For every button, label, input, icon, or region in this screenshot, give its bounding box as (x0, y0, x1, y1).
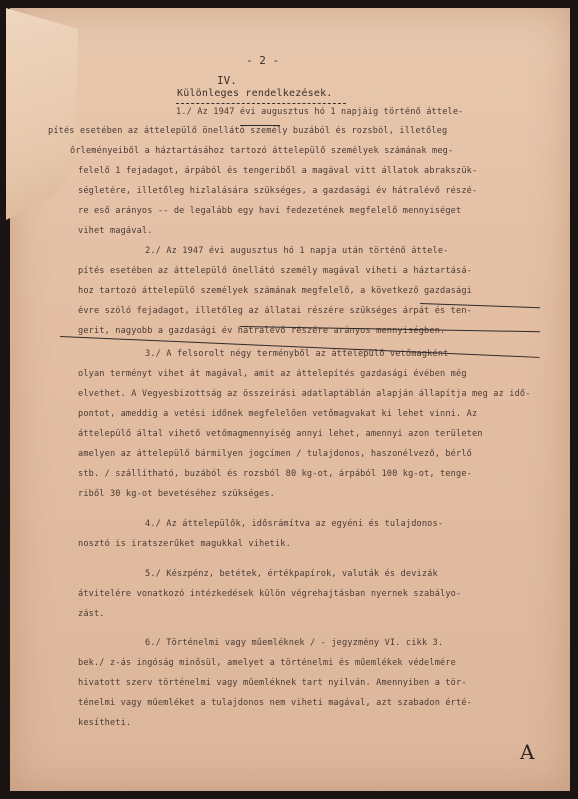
text-line: átvitelére vonatkozó intézkedések külön végrehajtásban nyernek szabályo- (78, 589, 462, 599)
text-line: 6./ Történelmi vagy műemléknek / - jegyzmény VI. cikk 3. (145, 638, 444, 648)
text-line: áttelepülő által vihető vetőmagmennyiség annyi lehet, amennyi azon területen (78, 429, 483, 439)
text-line: 2./ Az 1947 évi augusztus hó 1 napja után történő áttele- (145, 246, 449, 256)
text-line: 4./ Az áttelepülők, idősrámítva az egyéni és tulajdonos- (145, 519, 444, 529)
text-line: pítés esetében az áttelepülő önellátó személy magával viheti a háztartásá- (78, 266, 472, 276)
title-underline (176, 103, 346, 104)
text-line: pontot, ameddig a vetési időnek megfelelően vetőmagvakat ki lehet vinni. Az (78, 409, 478, 419)
text-line: hoz tartozó áttelepülő személyek számának megfelelő, a következő gazdasági (78, 286, 472, 296)
text-line: stb. / szállítható, buzából és rozsból 80 kg-ot, árpából 100 kg-ot, tenge- (78, 469, 472, 479)
text-line: 1./ Az 1947 évi augusztus hó 1 napjáig történő áttele- (176, 107, 464, 117)
text-line: elvethet. A Vegyesbizottság az összeírási adatlaptáblán alapján állapítja meg az idő- (78, 389, 531, 399)
text-line: ségletére, illetőleg hizlalására szükséges, a gazdasági év hátralévő részé- (78, 186, 478, 196)
handwritten-underline (240, 125, 280, 126)
section-title: Különleges rendelkezések. (177, 88, 333, 99)
text-line: őrleményeiből a háztartásához tartozó áttelepülő személyek számának meg- (70, 146, 454, 156)
text-line: zást. (78, 609, 105, 619)
text-line: ténelmi vagy műemléket a tulajdonos nem viheti magával, azt szabadon érté- (78, 698, 472, 708)
text-line: nosztó is iratszerűket magukkal vihetik. (78, 539, 291, 549)
text-line: pítés esetében az áttelepülő önellátó személy buzából és rozsból, illetőleg (48, 126, 448, 136)
handwritten-initial: A (520, 740, 535, 764)
text-line: hivatott szerv történelmi vagy műemléknek tart nyilván. Amennyiben a tör- (78, 678, 467, 688)
text-line: felelő 1 fejadagot, árpából és tengeriből a magával vitt állatok abrakszük- (78, 166, 478, 176)
text-line: kesítheti. (78, 718, 132, 728)
page-number: - 2 - (246, 54, 280, 67)
text-line: bek./ z-ás ingóság minősül, amelyet a történelmi és műemlékek védelmére (78, 658, 456, 668)
text-line: 5./ Készpénz, betétek, értékpapírok, valuták és devizák (145, 569, 438, 579)
text-line: riből 30 kg-ot bevetéséhez szükséges. (78, 489, 275, 499)
text-line: 3./ A felsorolt négy terményből az áttelepülő vetőmagként (145, 349, 449, 359)
text-line: re eső arányos -- de legalább egy havi fedezetének megfelelő mennyiséget (78, 206, 462, 216)
text-line: vihet magával. (78, 226, 153, 236)
text-line: gerit, nagyobb a gazdasági év hátralévő részére arányos mennyiségben. (78, 326, 446, 336)
text-line: amelyen az áttelepülő bármilyen jogcímen / tulajdonos, haszonélvező, bérlő (78, 449, 472, 459)
text-line: olyan terményt vihet át magával, amit az áttelepítés gazdasági évében még (78, 369, 467, 379)
text-line: évre szóló fejadagot, illetőleg az állatai részére szükséges árpát és ten- (78, 306, 472, 316)
section-number: IV. (217, 74, 237, 87)
